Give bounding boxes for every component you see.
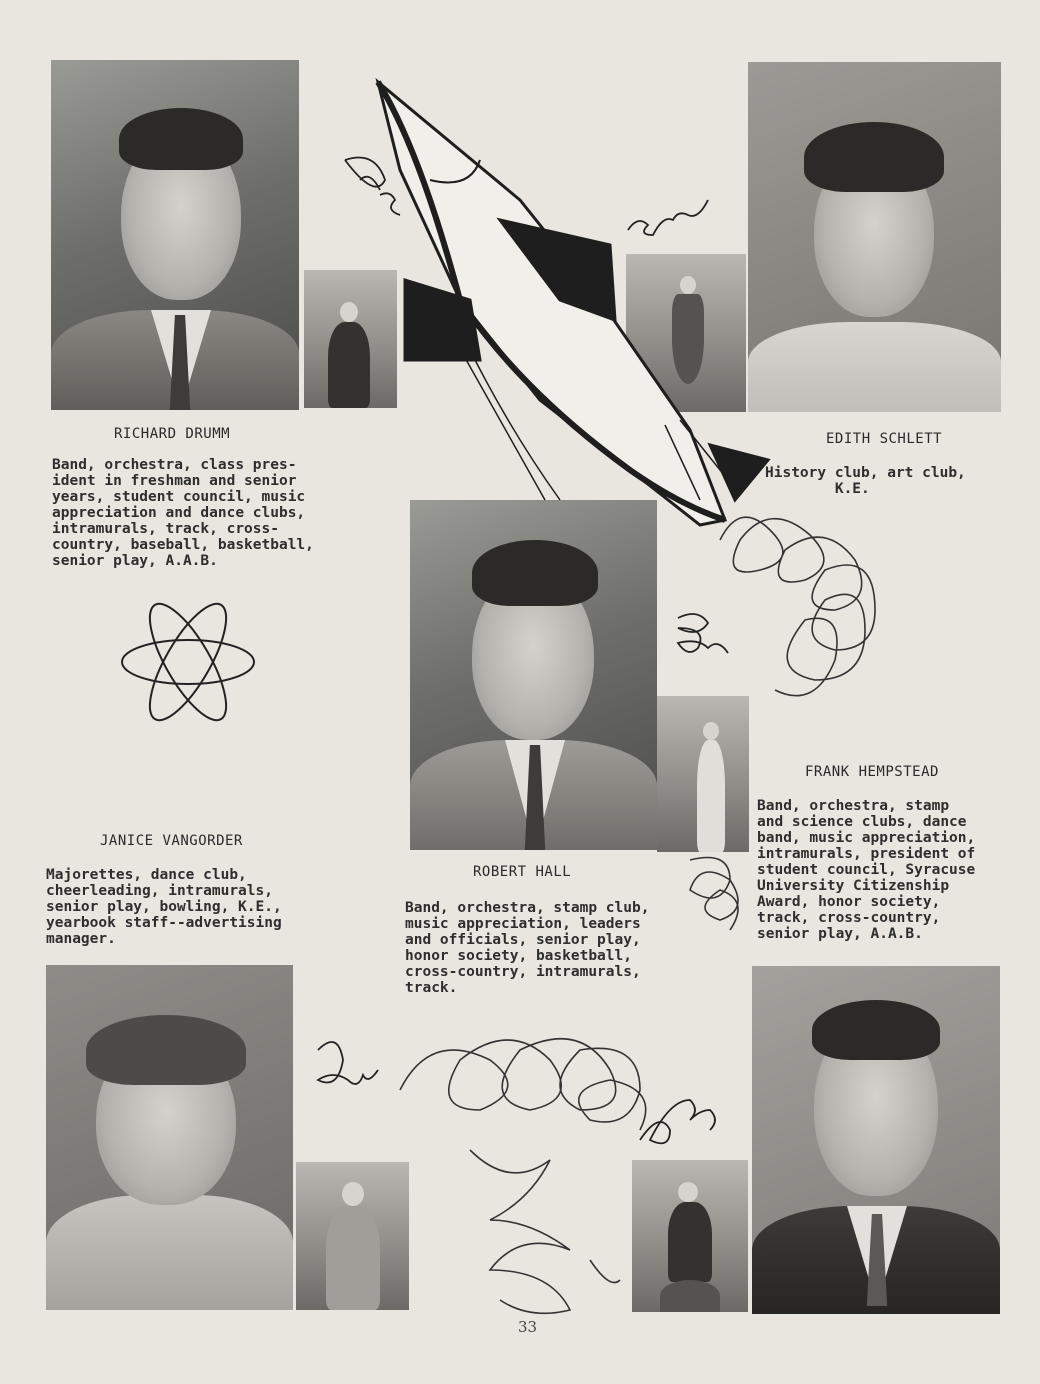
atom-doodle — [122, 594, 254, 730]
page-number: 33 — [518, 1318, 538, 1336]
student-name: EDITH SCHLETT — [826, 431, 943, 447]
student-name: JANICE VANGORDER — [100, 833, 243, 849]
signature-jan — [318, 1042, 378, 1084]
scribble-doodle — [400, 517, 875, 1313]
signature-bob — [678, 614, 728, 653]
student-name: ROBERT HALL — [473, 864, 572, 880]
signature-edith — [628, 200, 708, 235]
student-activities: Majorettes, dance club, cheerleading, intramurals, senior play, bowling, K.E., yearbook staff--advertising manager. — [46, 867, 282, 947]
signature-pete — [640, 1100, 715, 1143]
student-activities: History club, art club, K.E. — [765, 465, 966, 497]
signature-dick — [345, 158, 400, 216]
rocket-doodle — [378, 82, 768, 525]
student-activities: Band, orchestra, stamp and science clubs, dance band, music appreciation, intramurals, president of student council, Syracuse University Citizenship Award, honor society, track, cross-country, senior play, A.A.B. — [757, 798, 976, 942]
student-name: RICHARD DRUMM — [114, 426, 231, 442]
student-name: FRANK HEMPSTEAD — [805, 764, 939, 780]
student-activities: Band, orchestra, stamp club, music appreciation, leaders and officials, senior play, honor society, basketball, cross-country, intramurals, track. — [405, 900, 650, 996]
student-activities: Band, orchestra, class pres- ident in freshman and senior years, student council, music appreciation and dance clubs, intramurals, track, cross- country, baseball, basketball, senior play, A.A.B. — [52, 457, 314, 569]
